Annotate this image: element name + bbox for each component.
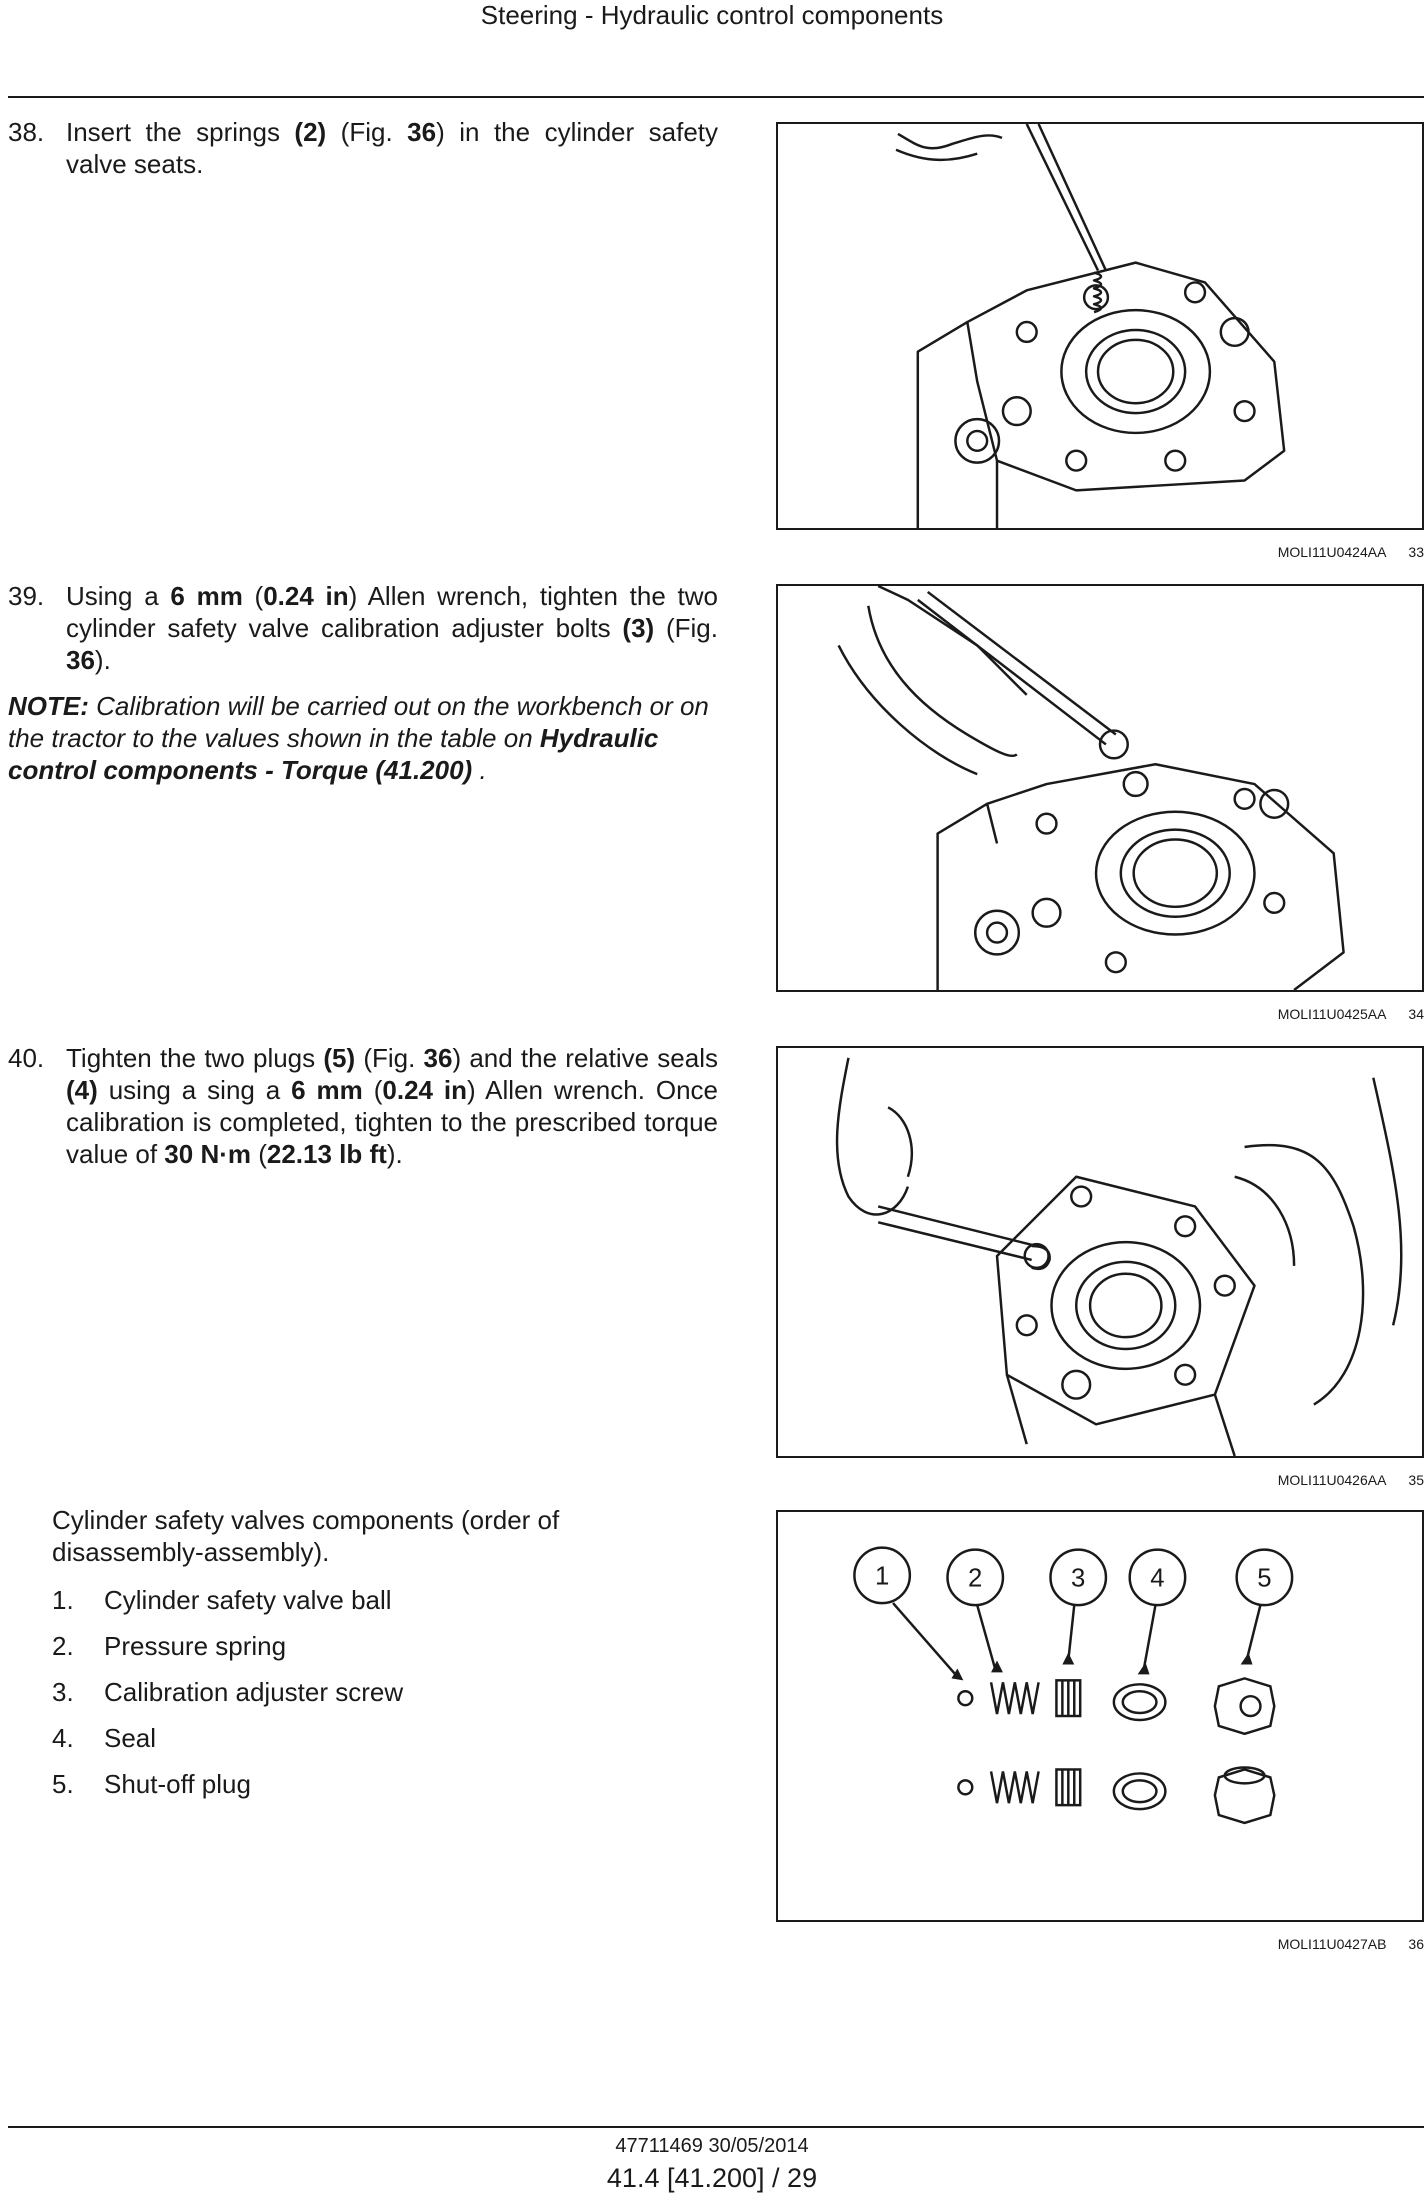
figure-number: 33 <box>1408 544 1424 560</box>
figure-35-image <box>776 1046 1424 1458</box>
callout-5: 5 <box>1257 1564 1272 1593</box>
figure-number: 36 <box>1408 1936 1424 1952</box>
legend-item <box>52 1584 718 1616</box>
callout-2: 2 <box>968 1564 983 1593</box>
safety-valve-components-illustration <box>778 1512 1422 1920</box>
legend-item-number: 5. <box>52 1769 74 1799</box>
legend-item-label: Shut-off plug <box>104 1769 251 1799</box>
step-40 <box>8 1042 718 1170</box>
step-39 <box>8 580 718 676</box>
page-header-title: Steering - Hydraulic control components <box>480 0 944 30</box>
footer-doc-id: 47711469 30/05/2014 <box>615 2135 809 2157</box>
figure-code: MOLI11U0427AB <box>1277 1936 1387 1952</box>
legend-item <box>52 1676 718 1708</box>
legend-item-number: 2. <box>52 1631 74 1661</box>
legend-item <box>52 1768 718 1800</box>
step-number: 38. <box>8 117 45 147</box>
legend-item-number: 3. <box>52 1677 74 1707</box>
valve-spring-insertion-illustration <box>778 124 1422 528</box>
figure-code: MOLI11U0425AA <box>1277 1006 1387 1022</box>
legend-item-label: Pressure spring <box>104 1631 287 1661</box>
legend-item <box>52 1630 718 1662</box>
figure-number: 35 <box>1408 1472 1424 1488</box>
note-label: NOTE: <box>8 691 89 721</box>
legend-item-label: Cylinder safety valve ball <box>104 1585 392 1615</box>
figure-number: 34 <box>1408 1006 1424 1022</box>
plug-tightening-illustration <box>778 1048 1422 1456</box>
step-38 <box>8 116 718 180</box>
callout-1: 1 <box>874 1562 890 1591</box>
header-rule <box>8 96 1424 98</box>
note-text: Calibration will be carried out on the workbench or on the tractor to the values shown in the table on Hydraulic control components - Torque (41.200) . <box>8 691 709 785</box>
note <box>8 690 718 786</box>
footer-rule <box>8 2126 1424 2128</box>
figure-36-caption <box>776 1936 1424 1952</box>
footer-page-number: 41.4 [41.200] / 29 <box>606 2163 818 2193</box>
callout-3: 3 <box>1071 1564 1086 1593</box>
figure-34-caption <box>776 1006 1424 1022</box>
legend-item-number: 4. <box>52 1723 74 1753</box>
figure-33-caption <box>776 544 1424 560</box>
figure-33-image <box>776 122 1424 530</box>
step-text: Tighten the two plugs (5) (Fig. 36) and the relative seals (4) using a sing a 6 mm (0.24 in) Allen wrench. Once calibration is completed, tighten to the prescribed torque value of 30 N·m (22.13 lb ft). <box>66 1043 719 1169</box>
legend-item-label: Seal <box>104 1723 157 1753</box>
step-number: 40. <box>8 1043 45 1073</box>
figure-36-image <box>776 1510 1424 1922</box>
step-text: Using a 6 mm (0.24 in) Allen wrench, tighten the two cylinder safety valve calibration adjuster bolts (3) (Fig. 36). <box>66 581 718 675</box>
legend-intro: Cylinder safety valves components (order of disassembly-assembly). <box>52 1505 560 1567</box>
legend-item-number: 1. <box>52 1585 74 1615</box>
figure-35-caption <box>776 1472 1424 1488</box>
figure-34-image <box>776 584 1424 992</box>
allen-wrench-adjuster-illustration <box>778 586 1422 990</box>
step-number: 39. <box>8 581 45 611</box>
legend-item-label: Calibration adjuster screw <box>104 1677 404 1707</box>
callout-4: 4 <box>1150 1564 1165 1593</box>
legend-item <box>52 1722 718 1754</box>
figure-code: MOLI11U0426AA <box>1277 1472 1387 1488</box>
step-text: Insert the springs (2) (Fig. 36) in the cylinder safety valve seats. <box>66 117 719 179</box>
figure-code: MOLI11U0424AA <box>1277 544 1387 560</box>
